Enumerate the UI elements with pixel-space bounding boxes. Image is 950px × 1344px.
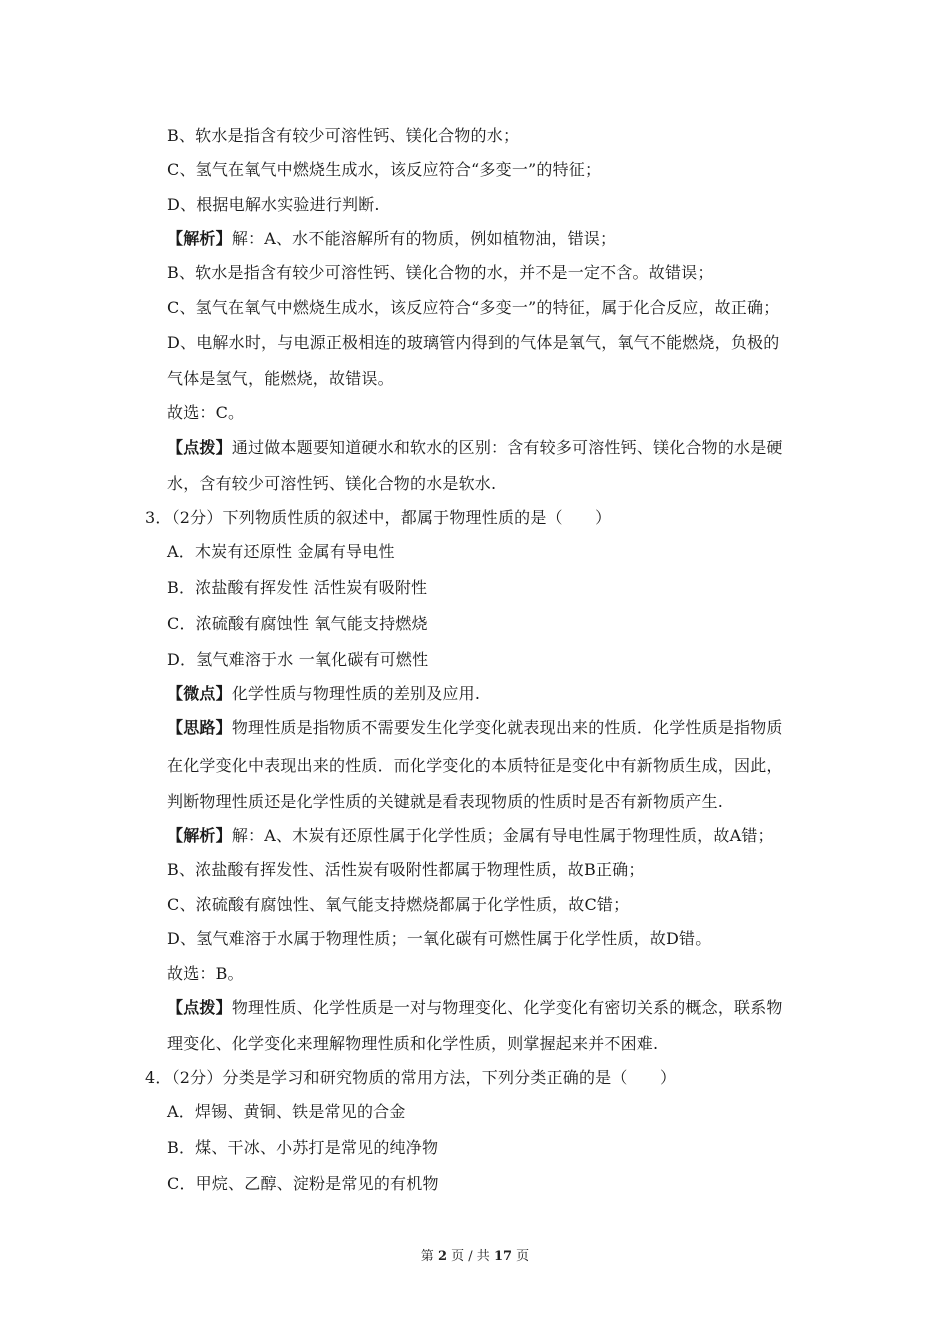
q2-analysis-d-cont: 气体是氢气，能燃烧，故错误。 — [167, 369, 394, 388]
hint-line-b: B、软水是指含有较少可溶性钙、镁化合物的水； — [167, 126, 520, 145]
q2-analysis-c: C、氢气在氧气中燃烧生成水，该反应符合“多变一”的特征，属于化合反应，故正确； — [167, 298, 780, 317]
tip-text: 物理性质、化学性质是一对与物理变化、化学变化有密切关系的概念，联系物 — [231, 998, 783, 1017]
q3-idea-first — [167, 718, 783, 738]
q3-point — [167, 684, 480, 704]
q3-analysis-first — [167, 826, 774, 846]
page-footer — [0, 1248, 950, 1266]
q3-tip-second: 理变化、化学变化来理解物理性质和化学性质，则掌握起来并不困难. — [167, 1034, 659, 1053]
tip-tag: 【点拨】 — [167, 998, 232, 1017]
point-text: 化学性质与物理性质的差别及应用. — [231, 684, 481, 703]
q3-idea-line-3: 判断物理性质还是化学性质的关键就是看表现物质的性质时是否有新物质产生. — [167, 792, 724, 811]
total-pages-number: 17 — [493, 1249, 513, 1264]
q3-analysis-d: D、氢气难溶于水属于物理性质；一氧化碳有可燃性属于化学性质，故D错。 — [167, 929, 712, 948]
current-page-number: 2 — [437, 1249, 447, 1264]
q3-analysis-b: B、浓盐酸有挥发性、活性炭有吸附性都属于物理性质，故B正确； — [167, 860, 645, 879]
q4-option-b: B．煤、干冰、小苏打是常见的纯净物 — [167, 1138, 439, 1157]
q3-tip-first — [167, 998, 783, 1018]
tip-text: 通过做本题要知道硬水和软水的区别：含有较多可溶性钙、镁化合物的水是硬 — [231, 438, 783, 457]
idea-text: 物理性质是指物质不需要发生化学变化就表现出来的性质．化学性质是指物质 — [231, 718, 783, 737]
q2-tip-second: 水，含有较少可溶性钙、镁化合物的水是软水. — [167, 474, 497, 493]
hint-line-c: C、氢气在氧气中燃烧生成水，该反应符合“多变一”的特征； — [167, 160, 602, 179]
idea-tag: 【思路】 — [167, 718, 232, 737]
analysis-tag: 【解析】 — [167, 826, 232, 845]
analysis-text: 解：A、木炭有还原性属于化学性质；金属有导电性属于物理性质，故A错； — [231, 826, 774, 845]
q3-stem: 3．（2分）下列物质性质的叙述中，都属于物理性质的是（ ） — [145, 508, 612, 527]
q3-option-a: A．木炭有还原性 金属有导电性 — [167, 542, 395, 561]
q3-analysis-c: C、浓硫酸有腐蚀性、氧气能支持燃烧都属于化学性质，故C错； — [167, 895, 630, 914]
q3-idea-line-2: 在化学变化中表现出来的性质．而化学变化的本质特征是变化中有新物质生成，因此， — [167, 756, 783, 775]
q2-analysis-first — [167, 229, 616, 249]
tip-tag: 【点拨】 — [167, 438, 232, 457]
q3-option-b: B．浓盐酸有挥发性 活性炭有吸附性 — [167, 578, 428, 597]
q4-option-a: A．焊锡、黄铜、铁是常见的合金 — [167, 1102, 406, 1121]
analysis-tag: 【解析】 — [167, 229, 232, 248]
footer-suffix: 页 — [516, 1249, 530, 1264]
hint-line-d: D、根据电解水实验进行判断. — [167, 195, 380, 214]
q3-answer: 故选：B。 — [167, 964, 244, 983]
q3-option-d: D．氢气难溶于水 一氧化碳有可燃性 — [167, 650, 429, 669]
analysis-text: 解：A、水不能溶解所有的物质，例如植物油，错误； — [231, 229, 617, 248]
footer-prefix: 第 — [420, 1249, 434, 1264]
q2-analysis-b: B、软水是指含有较少可溶性钙、镁化合物的水，并不是一定不含。故错误； — [167, 263, 714, 282]
q4-stem: 4．（2分）分类是学习和研究物质的常用方法，下列分类正确的是（ ） — [145, 1068, 677, 1087]
q2-answer: 故选：C。 — [167, 403, 245, 422]
footer-middle: 页 / 共 — [451, 1249, 490, 1264]
q2-analysis-d: D、电解水时，与电源正极相连的玻璃管内得到的气体是氧气，氧气不能燃烧，负极的 — [167, 333, 780, 352]
point-tag: 【微点】 — [167, 684, 232, 703]
q3-option-c: C．浓硫酸有腐蚀性 氧气能支持燃烧 — [167, 614, 428, 633]
q2-tip-first — [167, 438, 783, 458]
q4-option-c: C．甲烷、乙醇、淀粉是常见的有机物 — [167, 1174, 439, 1193]
